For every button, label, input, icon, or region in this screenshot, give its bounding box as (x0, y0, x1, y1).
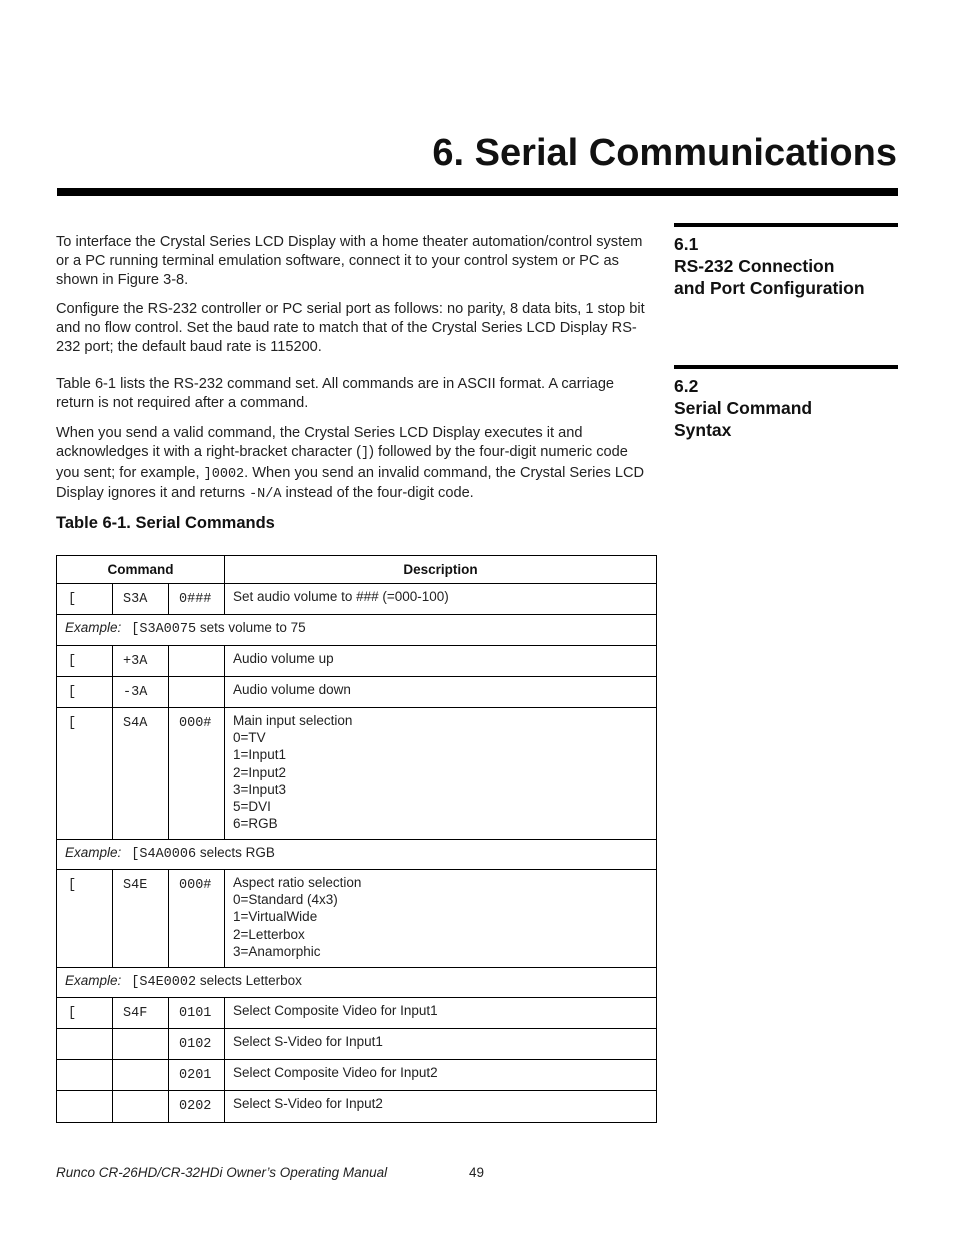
text-run: ) followed by the four-digit numeric code you sent; for example, (56, 443, 628, 481)
table-body (57, 584, 657, 1123)
paragraph-acknowledge (56, 424, 652, 505)
command-code-cell: S4F (113, 998, 169, 1029)
section-title-line: and Port Configuration (674, 278, 865, 298)
example-cell (57, 840, 657, 870)
command-code-cell (113, 1029, 169, 1060)
option-item: 0=Standard (4x3) (233, 892, 338, 908)
description-cell (225, 870, 657, 968)
option-item: 3=Input3 (233, 781, 286, 797)
description-cell (225, 584, 657, 615)
command-value-cell: 0201 (169, 1060, 225, 1091)
command-prefix-cell: [ (57, 584, 113, 615)
example-label: Example: (65, 845, 122, 860)
command-prefix-cell (57, 1060, 113, 1091)
example-cell (57, 615, 657, 646)
table-row (57, 998, 657, 1029)
section-heading-6-2 (674, 375, 898, 441)
option-item: 6=RGB (233, 816, 278, 832)
description-text: Set audio volume to ### (=000-100) (233, 589, 449, 604)
command-value-cell (169, 677, 225, 708)
option-item: 2=Letterbox (233, 926, 305, 942)
command-value-cell (169, 646, 225, 677)
table-row (57, 1091, 657, 1123)
section-title-line: Serial Command (674, 398, 813, 418)
table-row (57, 708, 657, 840)
header-description: Description (225, 556, 657, 584)
section-title-line: Syntax (674, 420, 732, 440)
text-run: . When you send an invalid command, the Crystal Series LCD Display ignores it and returns (56, 464, 645, 502)
section-title-line: RS-232 Connection (674, 256, 835, 276)
table-caption: Table 6-1. Serial Commands (56, 514, 275, 532)
section-rule-6-2 (674, 365, 898, 369)
section-number: 6.2 (674, 376, 699, 396)
description-text: Main input selection (233, 713, 353, 728)
command-prefix-cell: [ (57, 646, 113, 677)
command-prefix-cell: [ (57, 870, 113, 968)
footer-page-number: 49 (469, 1165, 485, 1180)
example-code: [S3A0075 (131, 622, 197, 637)
table-row (57, 1029, 657, 1060)
command-prefix-cell: [ (57, 708, 113, 840)
command-value-cell: 0### (169, 584, 225, 615)
description-text: Aspect ratio selection (233, 875, 362, 890)
serial-commands-table (56, 555, 657, 1123)
example-code: [S4E0002 (131, 975, 197, 990)
paragraph-port-config: Configure the RS-232 controller or PC serial port as follows: no parity, 8 data bits, 1 stop bit and no flow control. Set the baud rate to match that of the Crystal Series LCD Display RS-232 port; the default baud rate is 115200. (56, 301, 645, 355)
command-code-cell: S4A (113, 708, 169, 840)
table-row (57, 677, 657, 708)
description-text: Audio volume down (233, 682, 351, 697)
option-item: 1=Input1 (233, 747, 286, 763)
section-number: 6.1 (674, 234, 699, 254)
command-code-cell (113, 1091, 169, 1123)
description-cell (225, 998, 657, 1029)
command-code-cell: +3A (113, 646, 169, 677)
command-prefix-cell (57, 1029, 113, 1060)
option-item: 3=Anamorphic (233, 943, 321, 959)
example-text: selects Letterbox (196, 973, 302, 988)
description-cell (225, 1091, 657, 1123)
command-value-cell: 000# (169, 870, 225, 968)
table-row (57, 584, 657, 615)
code-run: -N/A (249, 487, 282, 503)
chapter-title-rule (57, 188, 898, 196)
paragraph-interface: To interface the Crystal Series LCD Display with a home theater automation/control system or a PC running terminal emulation software, connect it to your control system or PC as shown in Figure 3-8. (56, 234, 643, 288)
example-row (57, 968, 657, 998)
command-code-cell: S3A (113, 584, 169, 615)
text-run: When you send a valid command, the Crystal Series LCD Display executes it and acknowledges it with a right-bracket character ( (56, 425, 583, 460)
example-row (57, 840, 657, 870)
description-text: Audio volume up (233, 651, 334, 666)
example-code: [S4A0006 (131, 847, 197, 862)
command-code-cell: -3A (113, 677, 169, 708)
code-run: ]0002 (203, 466, 245, 482)
example-row (57, 615, 657, 646)
command-code-cell (113, 1060, 169, 1091)
command-prefix-cell: [ (57, 998, 113, 1029)
command-value-cell: 0202 (169, 1091, 225, 1123)
option-item: 2=Input2 (233, 764, 286, 780)
description-text: Select Composite Video for Input2 (233, 1065, 438, 1080)
table-header-row (57, 556, 657, 584)
chapter-title: 6. Serial Communications (432, 132, 897, 174)
text-run: instead of the four-digit code. (281, 485, 474, 502)
section-heading-6-1 (674, 233, 898, 299)
example-text: sets volume to 75 (196, 620, 306, 635)
section-rule-6-1 (674, 223, 898, 227)
example-text: selects RGB (196, 845, 275, 860)
paragraph-command-set: Table 6-1 lists the RS-232 command set. All commands are in ASCII format. A carriage return is not required after a command. (56, 376, 615, 411)
command-code-cell: S4E (113, 870, 169, 968)
example-label: Example: (65, 973, 122, 988)
option-item: 0=TV (233, 730, 266, 746)
description-cell (225, 1060, 657, 1091)
table-row (57, 646, 657, 677)
example-cell (57, 968, 657, 998)
command-value-cell: 0102 (169, 1029, 225, 1060)
description-cell (225, 646, 657, 677)
table-row (57, 870, 657, 968)
option-item: 5=DVI (233, 799, 271, 815)
table-row (57, 1060, 657, 1091)
description-cell (225, 1029, 657, 1060)
code-run: ] (360, 445, 370, 461)
command-prefix-cell (57, 1091, 113, 1123)
footer-manual-title: Runco CR-26HD/CR-32HDi Owner’s Operating Manual (56, 1165, 388, 1180)
command-prefix-cell: [ (57, 677, 113, 708)
command-value-cell: 0101 (169, 998, 225, 1029)
description-text: Select Composite Video for Input1 (233, 1003, 438, 1018)
description-text: Select S-Video for Input1 (233, 1034, 383, 1049)
example-label: Example: (65, 620, 122, 635)
option-item: 1=VirtualWide (233, 909, 318, 925)
header-command: Command (57, 556, 225, 584)
description-cell (225, 708, 657, 840)
description-text: Select S-Video for Input2 (233, 1096, 383, 1111)
command-value-cell: 000# (169, 708, 225, 840)
description-cell (225, 677, 657, 708)
